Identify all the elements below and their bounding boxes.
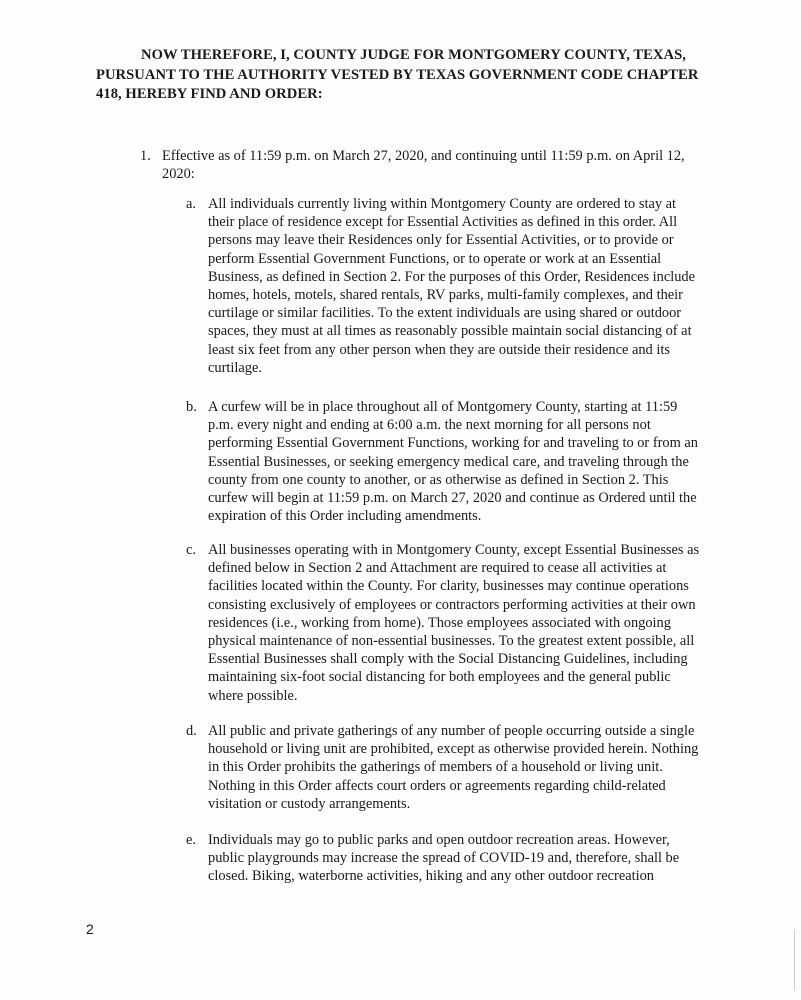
text-line: persons may leave their Residences only for Essential Activities, or to provide or (208, 232, 674, 249)
subitem-text (208, 541, 706, 705)
text-line: in this Order prohibits the gatherings of members of a household or living unit. (208, 759, 663, 776)
text-line: Nothing in this Order affects court orders or agreements regarding child-related (208, 777, 666, 794)
subitem-letter: b. (186, 399, 197, 415)
text-line: A curfew will be in place throughout all of Montgomery County, starting at 11:59 (208, 399, 678, 415)
text-line: Effective as of 11:59 p.m. on March 27, 2020, and continuing until 11:59 p.m. on April 12, (162, 148, 685, 164)
item-text (162, 147, 700, 183)
text-line: household or living unit are prohibited, except as otherwise provided herein. Nothing (208, 741, 699, 758)
text-line: All businesses operating with in Montgomery County, except Essential Businesses as (208, 542, 700, 558)
order-heading (96, 46, 706, 105)
text-line: residences (i.e., working from home). Those employees associated with ongoing (208, 614, 671, 631)
scan-edge-mark (794, 930, 795, 990)
text-line: curfew will begin at 11:59 p.m. on March 27, 2020 and continue as Ordered until the (208, 490, 697, 507)
text-line: homes, hotels, motels, shared rentals, RV parks, multi-family complexes, and their (208, 287, 683, 304)
text-line: spaces, they must at all times as reasonably possible maintain social distancing of at (208, 323, 692, 340)
subitem-letter: d. (186, 723, 197, 739)
text-line: closed. Biking, waterborne activities, hiking and any other outdoor recreation (208, 868, 654, 885)
subitem-a (186, 195, 706, 377)
text-line: defined below in Section 2 and Attachment are required to cease all activities at (208, 560, 667, 577)
text-line: physical maintenance of non-essential businesses. To the greatest extent possible, all (208, 633, 695, 650)
page-number: 2 (86, 921, 94, 937)
text-line: Essential Businesses shall comply with the Social Distancing Guidelines, including (208, 651, 688, 668)
subitem-text (208, 831, 706, 886)
heading-line: NOW THEREFORE, I, COUNTY JUDGE FOR MONTGOMERY COUNTY, TEXAS, (141, 47, 686, 63)
text-line: facilities located within the County. For clarity, businesses may continue operations (208, 578, 689, 595)
text-line: public playgrounds may increase the spread of COVID-19 and, therefore, shall be (208, 850, 680, 867)
subitem-c (186, 541, 706, 705)
text-line: All public and private gatherings of any number of people occurring outside a single (208, 723, 695, 739)
text-line: 2020: (162, 166, 195, 182)
heading-line: PURSUANT TO THE AUTHORITY VESTED BY TEXAS GOVERNMENT CODE CHAPTER (96, 66, 699, 83)
subitem-letter: a. (186, 196, 196, 212)
subitem-letter: e. (186, 832, 196, 848)
text-line: curtilage or similar facilities. To the extent individuals are using shared or outdoor (208, 305, 682, 322)
subitem-e (186, 831, 706, 886)
numbered-item-1 (140, 147, 700, 183)
text-line: perform Essential Government Functions, or to operate or work at an Essential (208, 250, 662, 267)
heading-line: 418, HEREBY FIND AND ORDER: (96, 86, 323, 102)
text-line: least six feet from any other person when they are outside their residence and its (208, 341, 670, 358)
text-line: All individuals currently living within Montgomery County are ordered to stay at (208, 196, 677, 212)
text-line: Business, as defined in Section 2. For the purposes of this Order, Residences include (208, 268, 696, 285)
text-line: p.m. every night and ending at 6:00 a.m. the next morning for all persons not (208, 417, 651, 434)
text-line: maintaining six-foot social distancing for both employees and the general public (208, 669, 671, 686)
subitem-d (186, 722, 706, 813)
text-line: their place of residence except for Essential Activities as defined in this order. All (208, 214, 678, 231)
subitem-text (208, 722, 706, 813)
text-line: where possible. (208, 687, 298, 704)
text-line: consisting exclusively of employees or contractors performing activities at their own (208, 596, 696, 613)
subitem-text (208, 398, 706, 525)
text-line: expiration of this Order including amendments. (208, 508, 482, 525)
text-line: performing Essential Government Functions, working for and traveling to or from an (208, 435, 698, 452)
text-line: Individuals may go to public parks and open outdoor recreation areas. However, (208, 832, 670, 848)
text-line: curtilage. (208, 359, 262, 376)
text-line: county from one county to another, or as otherwise as defined in Section 2. This (208, 471, 669, 488)
subitem-letter: c. (186, 542, 196, 558)
text-line: visitation or custody arrangements. (208, 795, 411, 812)
subitem-text (208, 195, 706, 377)
text-line: Essential Businesses, or seeking emergency medical care, and traveling through the (208, 453, 689, 470)
subitem-b (186, 398, 706, 525)
item-number: 1. (140, 148, 151, 164)
